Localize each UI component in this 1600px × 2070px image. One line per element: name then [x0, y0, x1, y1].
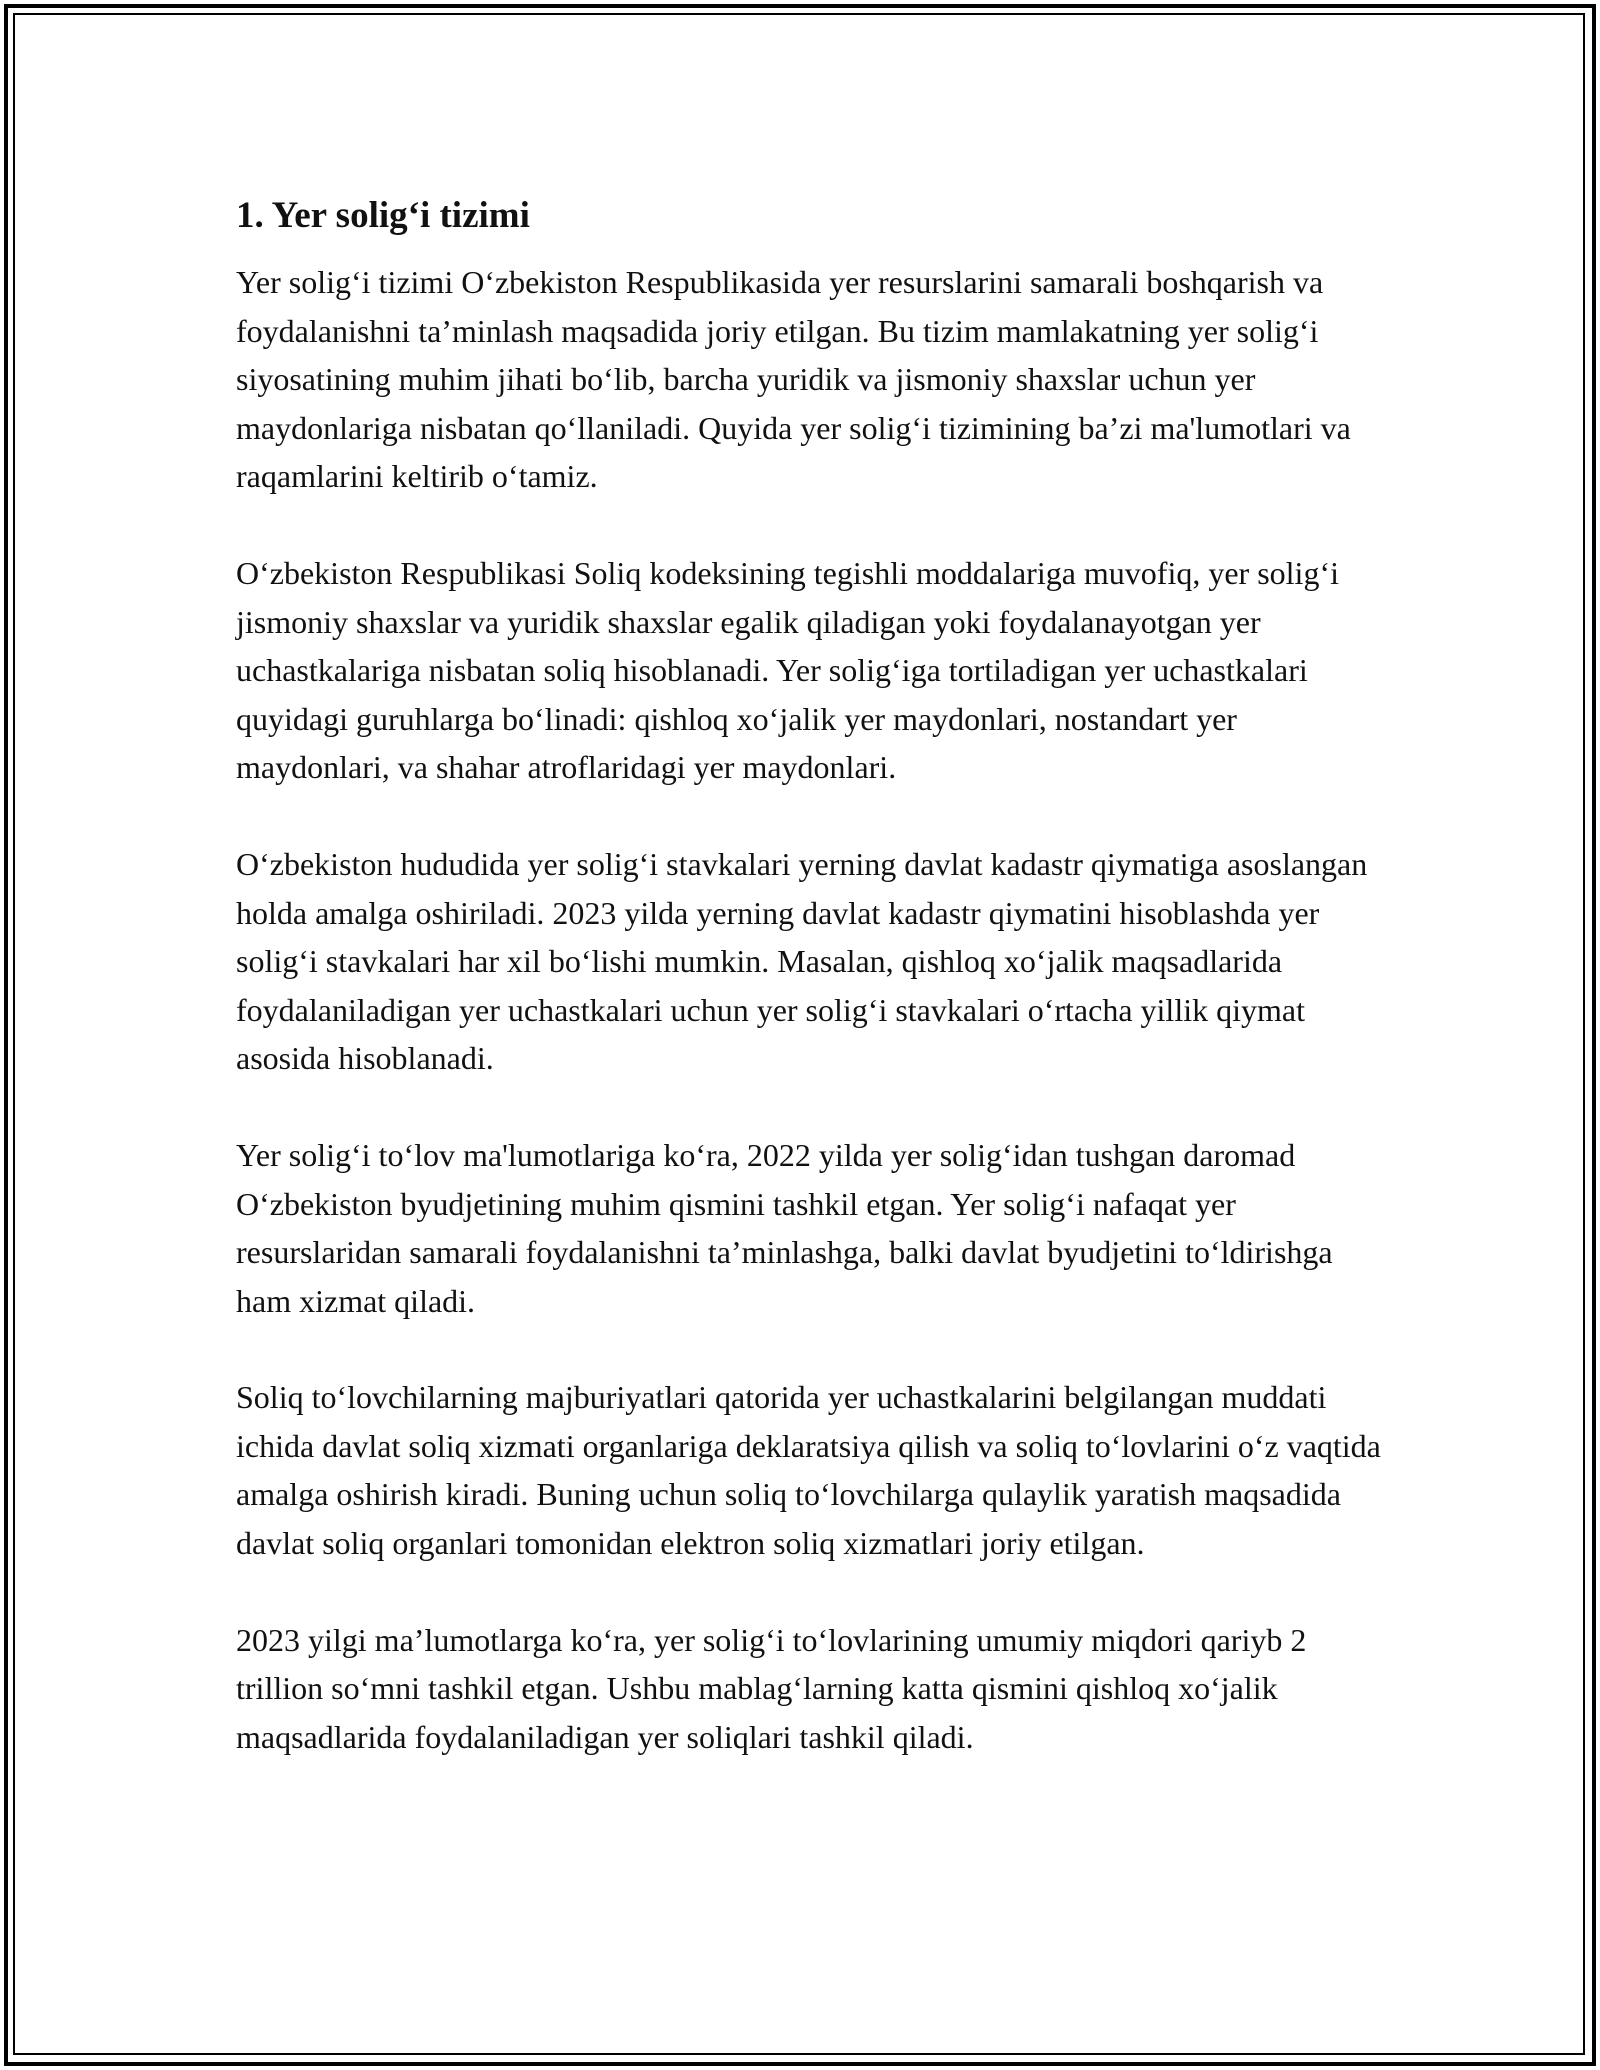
- paragraph-tax-rates: O‘zbekiston hududida yer solig‘i stavkalari yerning davlat kadastr qiymatiga asoslangan holda amalga oshiriladi. 2023 yilda yerning davlat kadastr qiymatini hisoblashda yer solig‘i stavkalari har xil bo‘lishi mumkin. Masalan, qishloq xo‘jalik maqsadlarida foydalaniladigan yer uchastkalari uchun yer solig‘i stavkalari o‘rtacha yillik qiymat asosida hisoblanadi.: [236, 845, 1368, 1077]
- section-heading: 1. Yer solig‘i tizimi: [236, 195, 530, 236]
- paragraph-intro: Yer solig‘i tizimi O‘zbekiston Respublikasida yer resurslarini samarali boshqarish va foydalanishni ta’minlash maqsadida joriy etilgan. Bu tizim mamlakatning yer solig‘i siyosatining muhim jihati bo‘lib, barcha yuridik va jismoniy shaxslar uchun yer maydonlariga nisbatan qo‘llaniladi. Quyida yer solig‘i tizimining ba’zi ma'lumotlari va raqamlarini keltirib o‘tamiz.: [236, 264, 1351, 495]
- paragraph-budget-revenue: Yer solig‘i to‘lov ma'lumotlariga ko‘ra, 2022 yilda yer solig‘idan tushgan daromad O‘zbekiston byudjetining muhim qismini tashkil etgan. Yer solig‘i nafaqat yer resurslaridan samarali foydalanishni ta’minlashga, balki davlat byudjetini to‘ldirishga ham xizmat qiladi.: [236, 1136, 1333, 1319]
- paragraph-2023-totals: 2023 yilgi ma’lumotlarga ko‘ra, yer solig‘i to‘lovlarining umumiy miqdori qariyb 2 trillion so‘mni tashkil etgan. Ushbu mablag‘larning katta qismini qishloq xo‘jalik maqsadlarida foydalaniladigan yer soliqlari tashkil qiladi.: [236, 1621, 1307, 1755]
- paragraph-taxpayer-obligations: Soliq to‘lovchilarning majburiyatlari qatorida yer uchastkalarini belgilangan muddati ichida davlat soliq xizmati organlariga deklaratsiya qilish va soliq to‘lovlarini o‘z vaqtida amalga oshirish kiradi. Buning uchun soliq to‘lovchilarga qulaylik yaratish maqsadida davlat soliq organlari tomonidan elektron soliq xizmatlari joriy etilgan.: [236, 1379, 1381, 1562]
- paragraph-tax-code: O‘zbekiston Respublikasi Soliq kodeksining tegishli moddalariga muvofiq, yer solig‘i jismoniy shaxslar va yuridik shaxslar egalik qiladigan yoki foydalanayotgan yer uchastkalariga nisbatan soliq hisoblanadi. Yer solig‘iga tortiladigan yer uchastkalari quyidagi guruhlarga bo‘linadi: qishloq xo‘jalik yer maydonlari, nostandart yer maydonlari, va shahar atroflaridagi yer maydonlari.: [236, 554, 1339, 786]
- document-body: [236, 188, 1386, 1809]
